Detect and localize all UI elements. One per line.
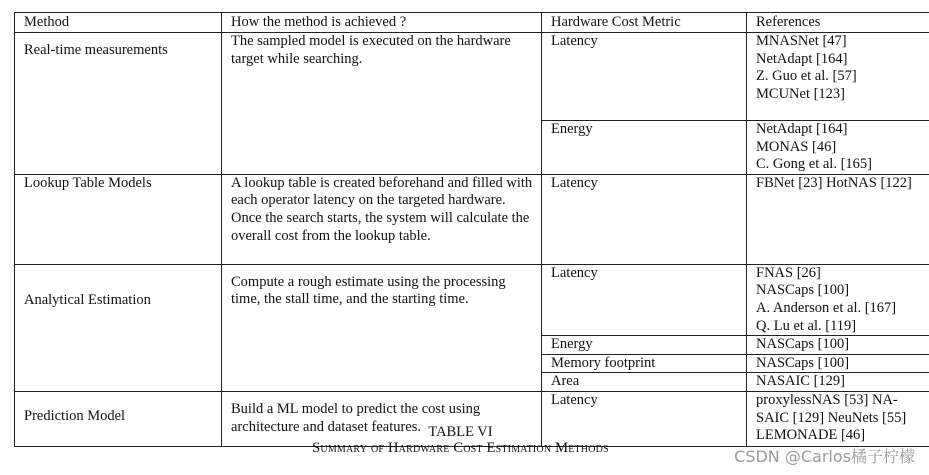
ref-item: FNAS [26]	[756, 264, 821, 281]
table-header-row	[15, 13, 929, 33]
method-cell: Lookup Table Models	[15, 174, 222, 264]
metric-cell: Latency	[542, 33, 747, 121]
ref-item: Q. Lu et al. [119]	[756, 317, 857, 334]
ref-item: C. Gong et al. [165]	[756, 156, 872, 173]
table-caption-label: TABLE VI	[428, 424, 493, 440]
description-cell: Build a ML model to predict the cost using architecture and dataset features.	[222, 391, 542, 446]
metric-cell: Latency	[542, 174, 747, 264]
refs-cell	[747, 354, 929, 373]
method-cell: Analytical Estimation	[15, 264, 222, 391]
ref-item: NASAIC [129]	[756, 373, 846, 390]
table-caption-title: Summary of Hardware Cost Estimation Methods	[312, 440, 609, 456]
ref-item: MCUNet [123]	[756, 85, 846, 102]
ref-item: NASCaps [100]	[756, 336, 850, 353]
refs-cell	[747, 373, 929, 392]
ref-item: MNASNet [47]	[756, 33, 847, 49]
refs-cell	[747, 264, 929, 335]
metric-cell: Area	[542, 373, 747, 392]
metric-cell: Memory footprint	[542, 354, 747, 373]
header-method: Method	[15, 13, 222, 33]
ref-item: NetAdapt [164]	[756, 50, 848, 67]
ref-item: NASCaps [100]	[756, 354, 850, 371]
header-how: How the method is achieved ?	[222, 13, 542, 33]
method-cell: Real-time measurements	[15, 33, 222, 175]
ref-item: NetAdapt [164]	[756, 121, 848, 137]
metric-cell: Energy	[542, 121, 747, 175]
description-cell: A lookup table is created beforehand and filled with each operator latency on the targeted hardware. Once the search starts, the system will calculate the overall cost from the lookup table.	[222, 174, 542, 264]
ref-item: NASCaps [100]	[756, 282, 850, 299]
metric-cell: Latency	[542, 264, 747, 335]
refs-cell	[747, 174, 929, 264]
table-row	[15, 264, 929, 335]
refs-cell	[747, 33, 929, 121]
metric-cell: Energy	[542, 336, 747, 355]
ref-item: SAIC [129] NeuNets [55]	[756, 409, 907, 426]
header-refs: References	[747, 13, 929, 33]
watermark: CSDN @Carlos橘子柠檬	[734, 447, 915, 466]
ref-item: A. Anderson et al. [167]	[756, 299, 897, 316]
metric-cell: Latency	[542, 391, 747, 446]
description-cell: The sampled model is executed on the hardware target while searching.	[222, 33, 542, 175]
method-cell: Prediction Model	[15, 391, 222, 446]
ref-item: proxylessNAS [53] NA-	[756, 391, 898, 408]
ref-item: Z. Guo et al. [57]	[756, 68, 857, 85]
header-metric: Hardware Cost Metric	[542, 13, 747, 33]
ref-item: MONAS [46]	[756, 138, 837, 155]
refs-cell	[747, 336, 929, 355]
table-row	[15, 174, 929, 264]
ref-item: FBNet [23] HotNAS [122]	[756, 174, 912, 191]
refs-cell	[747, 121, 929, 175]
description-cell: Compute a rough estimate using the processing time, the stall time, and the starting time.	[222, 264, 542, 391]
hardware-cost-table	[14, 12, 929, 447]
ref-item: LEMONADE [46]	[756, 427, 866, 444]
table-row	[15, 33, 929, 121]
